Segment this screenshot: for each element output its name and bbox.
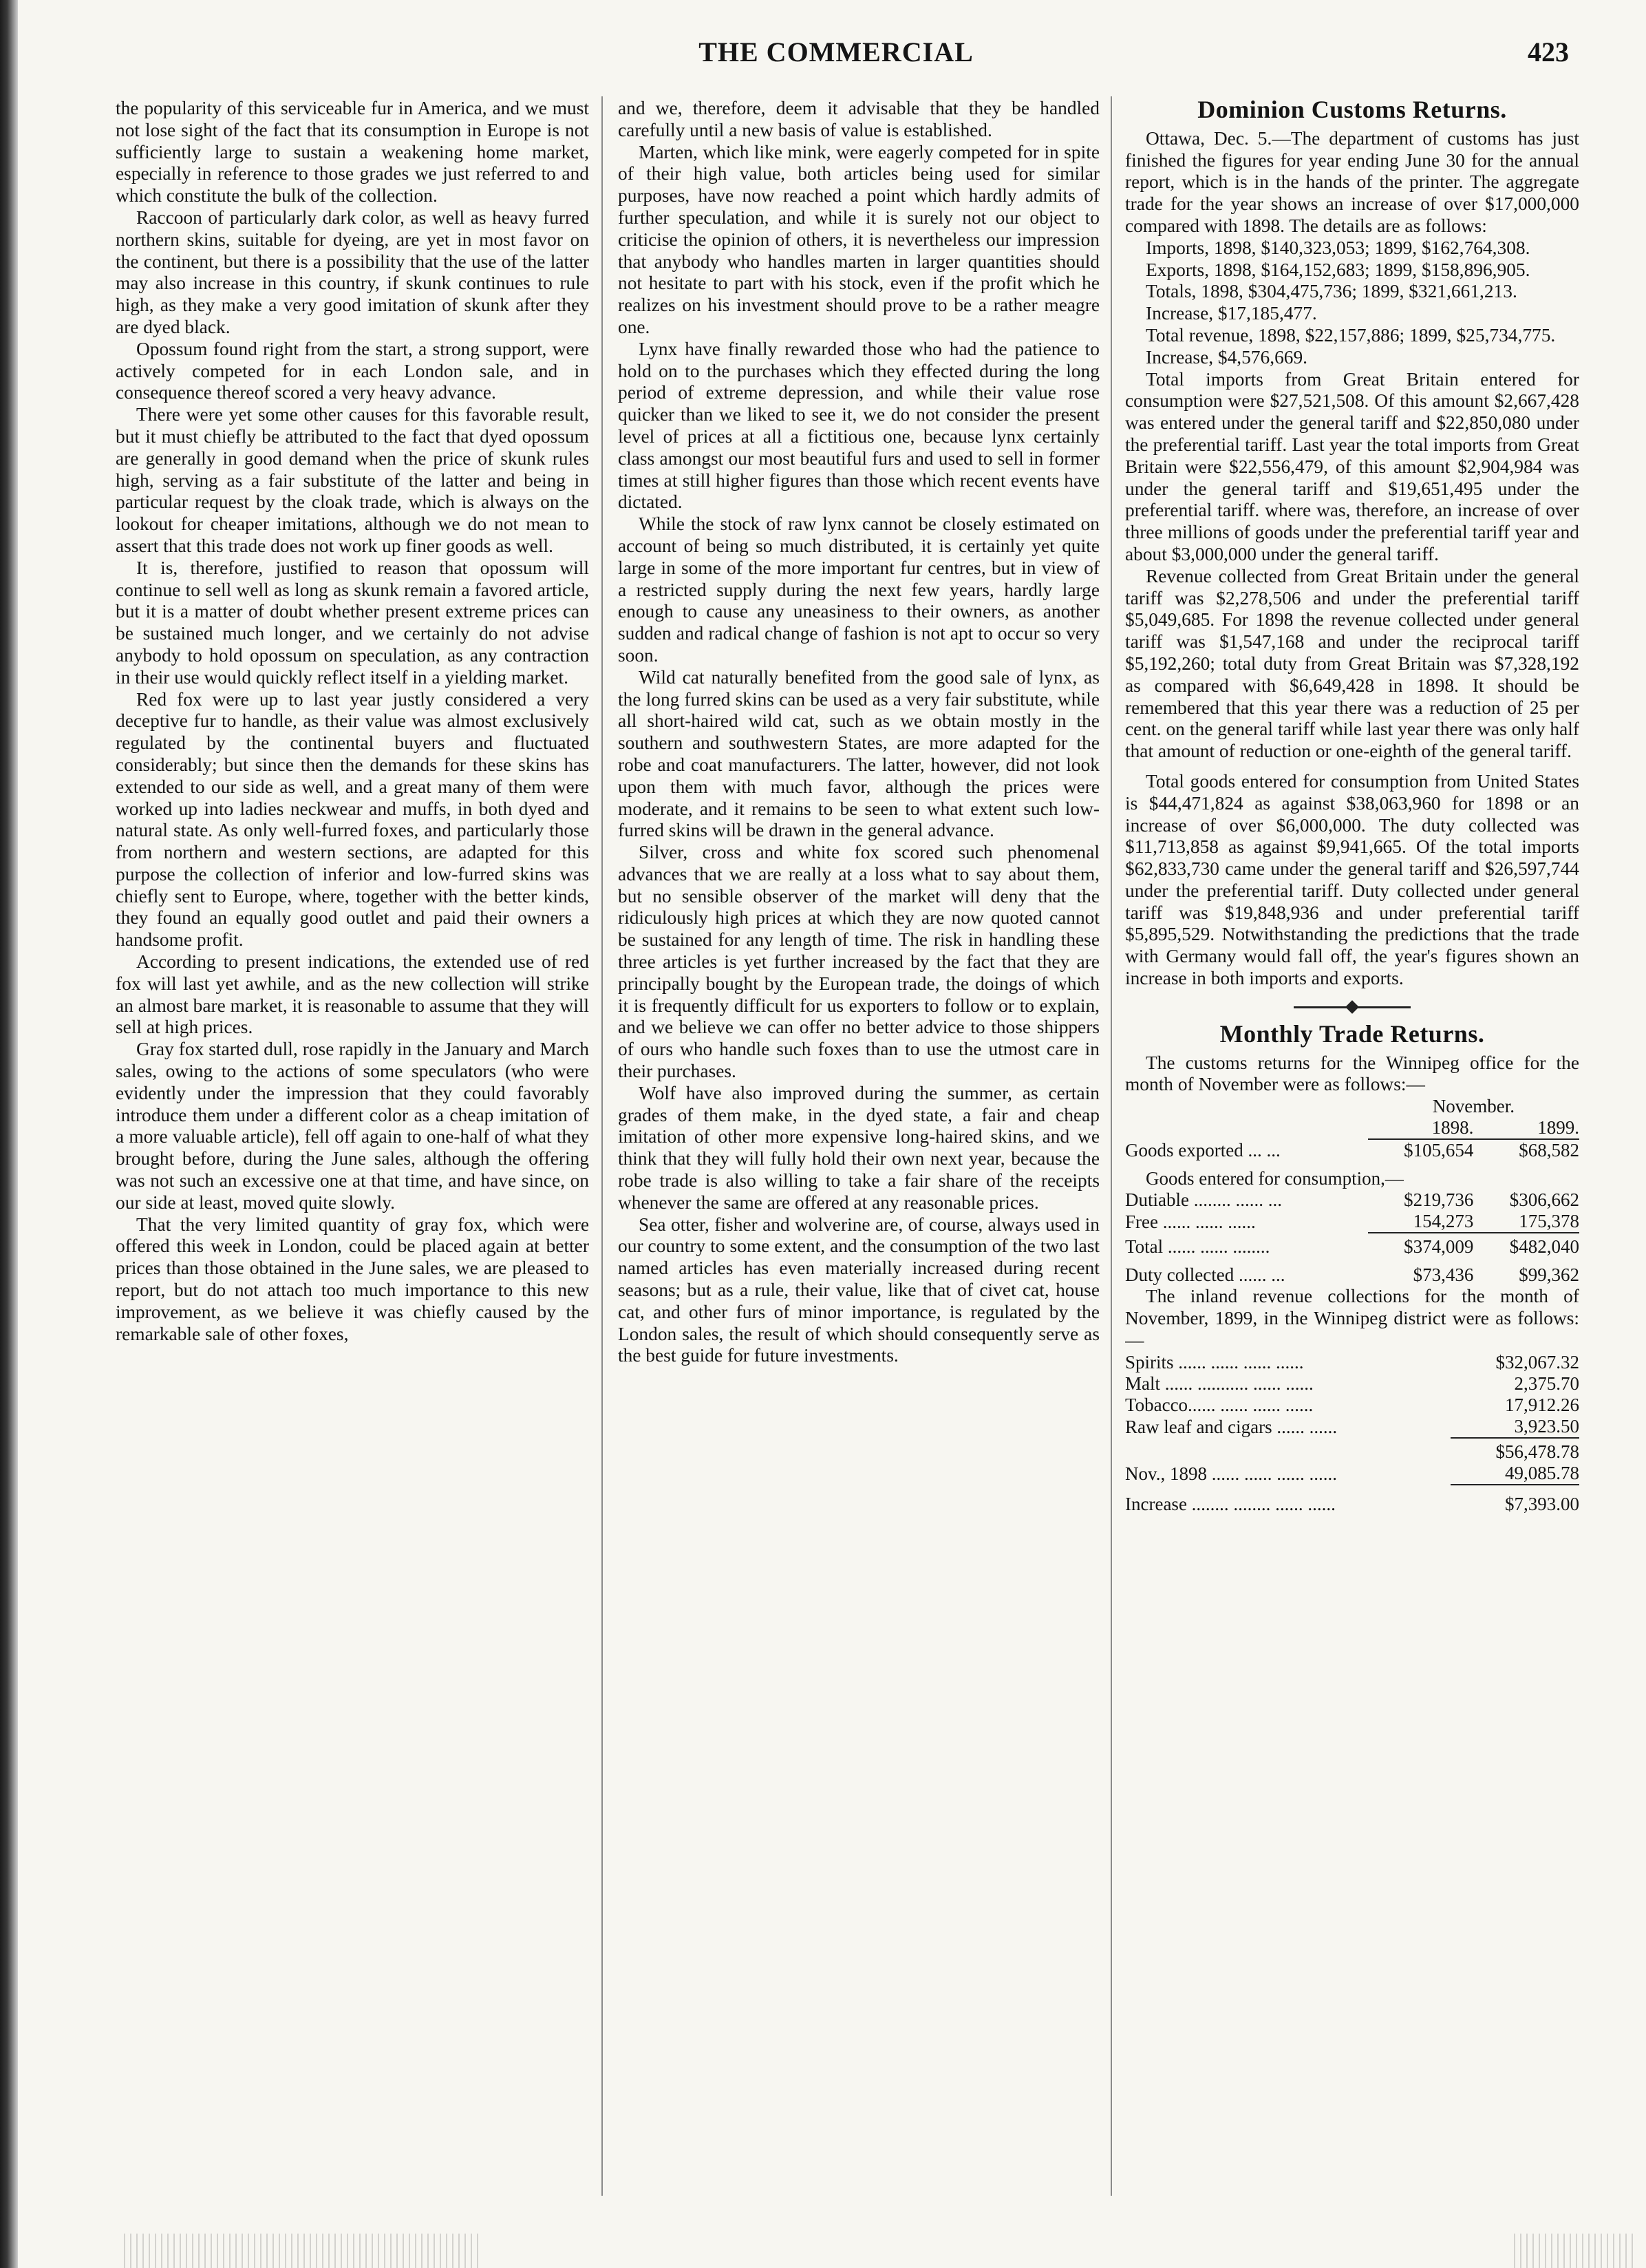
row-label: Goods exported ... ... <box>1125 1140 1281 1161</box>
row-label: Duty collected ...... ... <box>1125 1264 1285 1286</box>
cell-value: $105,654 <box>1368 1139 1474 1161</box>
paragraph: It is, therefore, justified to reason that opossum will continue to sell well as long as skunk remain a favored article, but it is a matter of doubt whether present extreme prices can be sustained much longer, and we certainly do not advise anybody to hold opossum on speculation, as any contraction in their use would quickly reflect itself in a yielding market. <box>116 557 589 688</box>
paragraph: While the stock of raw lynx cannot be closely estimated on account of being so much distributed, it is certainly yet quite large in some of the more important fur centres, but in view of a restricted supply during the next few years, hardly large enough to cause any uneasiness to their owners, as another sudden and radical change of fashion is not apt to occur so very soon. <box>618 513 1100 666</box>
table-row <box>1125 1161 1579 1189</box>
table-row <box>1125 1485 1579 1515</box>
column-rule-1 <box>601 96 603 2196</box>
figure-line: Imports, 1898, $140,323,053; 1899, $162,764,308. <box>1146 237 1530 258</box>
cell-value: $374,009 <box>1368 1233 1474 1258</box>
table-row <box>1125 1463 1579 1485</box>
paragraph: Total imports from Great Britain entered for consumption were $27,521,508. Of this amount $2,667,428 was entered under the general tariff and $22,850,080 under the preferential tariff. Last year the total imports from Great Britain were $22,556,479, of this amount $2,904,984 was under the general tariff and $19,651,495 under the preferential tariff. where was, therefore, an increase of over three millions of goods under the preferential tariff year and about $3,000,000 under the general tariff. <box>1125 368 1579 564</box>
table-row <box>1125 1352 1579 1373</box>
row-label: Free ...... ...... ...... <box>1125 1211 1256 1233</box>
column-1 <box>116 98 589 2245</box>
paragraph: Gray fox started dull, rose rapidly in the January and March sales, owing to the actions of some speculators (who were evidently under the impression that they could favorably introduce them under a different color as a cheap imitation of a more valuable article), fell off again to one-half of what they brought before, during the June sales, although the offering was not such an excessive one at that time, and have since, on our side at least, moved quite slowly. <box>116 1039 589 1213</box>
table-row <box>1125 1373 1579 1395</box>
page-number: 423 <box>1528 36 1569 67</box>
figure-line: Increase, $4,576,669. <box>1146 346 1308 368</box>
paragraph: That the very limited quantity of gray fox, which were offered this week in London, could be placed again at better prices than those obtained in the June sales, we are pleased to report, but do not attach too much importance to this new improvement, as we believe it was chiefly caused by the remarkable sale of other foxes, <box>116 1214 589 1344</box>
section-divider <box>1294 1006 1411 1008</box>
year-header: 1898. <box>1431 1117 1474 1138</box>
monthly-intro: The customs returns for the Winnipeg office for the month of November were as follows:— <box>1125 1052 1579 1095</box>
cell-value: $306,662 <box>1509 1189 1579 1211</box>
cell-value: $56,478.78 <box>1451 1438 1579 1463</box>
table-row <box>1125 1189 1579 1211</box>
figure-line: Exports, 1898, $164,152,683; 1899, $158,896,905. <box>1146 259 1530 280</box>
table-row <box>1125 1395 1579 1416</box>
table-row <box>1125 1438 1579 1463</box>
row-label: Increase ........ ........ ...... ...... <box>1125 1493 1336 1514</box>
figure-line: Total revenue, 1898, $22,157,886; 1899, $25,734,775. <box>1146 324 1556 346</box>
cell-value: 17,912.26 <box>1505 1394 1579 1415</box>
paragraph: Wolf have also improved during the summer, as certain grades of them make, in the dyed state, a fair and cheap imitation of other more expensive long-haired skins, and we think that they will fully hold their own next year, because the robe trade is also willing to take a fair share of the receipts whenever the same are offered at any reasonable prices. <box>618 1082 1100 1213</box>
row-label: Spirits ...... ...... ...... ...... <box>1125 1351 1304 1373</box>
year-header: 1899. <box>1537 1117 1579 1138</box>
cell-value: 175,378 <box>1519 1211 1579 1232</box>
paragraph: Red fox were up to last year justly considered a very deceptive fur to handle, as their value was almost exclusively regulated by the continental buyers and fluctuated considerably; but since then the demands for these skins has extended to our side as well, and a great many of them were worked up into ladies neckwear and muffs, in both dyed and natural state. As only well-furred foxes, and particularly those from northern and western sections, are adapted for this purpose the collection of inferior and low-furred skins was chiefly sent to Europe, where, together with the better kinds, they found an equally good outlet and paid their owners a handsome profit. <box>116 688 589 951</box>
row-label: Nov., 1898 ...... ...... ...... ...... <box>1125 1463 1337 1484</box>
table-row <box>1125 1258 1579 1286</box>
inland-revenue-table <box>1125 1352 1579 1515</box>
table-row <box>1125 1233 1579 1258</box>
table-row <box>1125 1416 1579 1438</box>
column-2 <box>618 98 1100 2245</box>
running-head: THE COMMERCIAL <box>698 36 974 67</box>
monthly-returns-title: Monthly Trade Returns. <box>1219 1019 1485 1048</box>
cell-value: $7,393.00 <box>1451 1485 1579 1515</box>
page-header <box>89 36 1583 77</box>
scan-speckle <box>124 2234 482 2268</box>
row-label: Tobacco...... ...... ...... ...... <box>1125 1394 1314 1415</box>
cell-value: $219,736 <box>1404 1189 1474 1211</box>
paragraph: Sea otter, fisher and wolverine are, of course, always used in our country to some extent, and the consumption of the two last named articles has even materially increased during recent seasons; but as a rule, their value, like that of civet cat, house cat, and other furs of minor importance, is regulated by the London sales, the result of which should consequently serve as the best guide for future investments. <box>618 1214 1100 1366</box>
cell-value: $73,436 <box>1413 1264 1474 1286</box>
scan-speckle <box>1514 2234 1638 2268</box>
monthly-trade-table <box>1125 1096 1579 1286</box>
column-3 <box>1125 98 1579 2245</box>
row-label: Goods entered for consumption,— <box>1146 1168 1404 1189</box>
cell-value: 2,375.70 <box>1514 1373 1579 1394</box>
paragraph: and we, therefore, deem it advisable that they be handled carefully until a new basis of value is established. <box>618 98 1100 140</box>
paragraph: According to present indications, the extended use of red fox will last yet awhile, and as the new collection will strike an almost bare market, it is reasonable to assume that they will sell at high prices. <box>116 951 589 1038</box>
cell-value: 49,085.78 <box>1505 1462 1579 1483</box>
row-label: Raw leaf and cigars ...... ...... <box>1125 1416 1338 1437</box>
cell-value: 3,923.50 <box>1514 1415 1579 1437</box>
cell-value: $99,362 <box>1519 1264 1579 1286</box>
paragraph: Wild cat naturally benefited from the good sale of lynx, as the long furred skins can be used as a very fair substitute, while all short-haired wild cat, such as we obtain mostly in the southern and southwestern States, are more adapted for the robe and coat manufacturers. The latter, however, did not look upon them with much favor, although the prices were moderate, and it remains to be seen to what extent such low-furred skins will be drawn in the general advance. <box>618 666 1100 841</box>
inland-intro: The inland revenue collections for the month of November, 1899, in the Winnipeg district were as follows:— <box>1125 1286 1579 1350</box>
column-rule-2 <box>1111 96 1112 2196</box>
paragraph: Revenue collected from Great Britain under the general tariff was $2,278,506 and under the preferential tariff $5,049,685. For 1898 the revenue collected under general tariff was $1,547,168 and under the reciprocal tariff $5,192,260; total duty from Great Britain was $7,328,192 as compared with $6,649,428 in 1898. It should be remembered that this year there was a reduction of 25 per cent. on the general tariff while last year there was only half that amount of reduction or one-eighth of the general tariff. <box>1125 565 1579 762</box>
table-row <box>1125 1139 1579 1161</box>
month-header: November. <box>1432 1096 1515 1117</box>
customs-returns-title: Dominion Customs Returns. <box>1197 98 1507 123</box>
paragraph: the popularity of this serviceable fur in America, and we must not lose sight of the fact that its consumption in Europe is not sufficiently large to sustain a weakening home market, especially in reference to those grades we just referred to and which constitute the bulk of the collection. <box>116 98 589 206</box>
row-label: Total ...... ...... ........ <box>1125 1236 1270 1258</box>
cell-value: $32,067.32 <box>1495 1351 1579 1373</box>
paragraph: Opossum found right from the start, a strong support, were actively competed for in each London sale, and in consequence thereof scored a very heavy advance. <box>116 338 589 403</box>
figure-line: Increase, $17,185,477. <box>1146 303 1317 324</box>
paragraph: Raccoon of particularly dark color, as well as heavy furred northern skins, suitable for dyeing, are yet in most favor on the continent, but there is a possibility that the use of the latter may also increase in this country, if skunk continues to rule high, as they make a very good imitation of skunk after they are dyed black. <box>116 206 589 337</box>
cell-value: 154,273 <box>1413 1211 1474 1232</box>
row-label: Dutiable ........ ...... ... <box>1125 1189 1282 1211</box>
paragraph: Silver, cross and white fox scored such phenomenal advances that we are really at a loss what to say about them, but no sensible observer of the market will deny that the ridiculously high prices at which they are now quoted cannot be sustained for any length of time. The risk in handling these three articles is yet further increased by the fact that they are principally bought by the European trade, the doings of which it is frequently difficult for us exporters to follow or to explain, and we believe we can offer no better advice to those shippers of ours who handle such foxes than to use the utmost care in their purchases. <box>618 842 1100 1082</box>
row-label: Malt ...... ........... ...... ...... <box>1125 1373 1314 1394</box>
table-row <box>1125 1211 1579 1233</box>
paragraph: Lynx have finally rewarded those who had the patience to hold on to the purchases which they effected during the long period of extreme depression, and while their value rose quicker than we liked to see it, we do not consider the present level of prices at all a fictitious one, because lynx certainly class amongst our most beautiful furs and used to sell in former times at still higher figures than those which recent events have dictated. <box>618 338 1100 513</box>
cell-value: $68,582 <box>1473 1139 1579 1161</box>
cell-value: $482,040 <box>1473 1233 1579 1258</box>
customs-intro: Ottawa, Dec. 5.—The department of customs has just finished the figures for year ending June 30 for the annual report, which is in the hands of the printer. The aggregate trade for the year shows an increase of over $17,000,000 compared with 1898. The details are as follows: <box>1125 127 1579 236</box>
paragraph: Marten, which like mink, were eagerly competed for in spite of their high value, both articles being used for similar purposes, have now reached a point which hardly admits of further speculation, and while it is surely not our object to criticise the opinion of others, it is nevertheless our impression that anybody who handles marten in larger quantities should not hesitate to part with his stock, even if the profit which he realizes on his investment should prove to be a rather meagre one. <box>618 141 1100 337</box>
figure-line: Totals, 1898, $304,475,736; 1899, $321,661,213. <box>1146 281 1517 302</box>
page-binding-edge <box>0 0 18 2268</box>
paragraph: Total goods entered for consumption from United States is $44,471,824 as against $38,063,960 for 1898 or an increase of over $6,000,000. The duty collected was $11,713,858 as against $9,941,665. Of the total imports $62,833,730 came under the general tariff and $26,597,744 under the preferential tariff. Duty collected under general tariff was $19,848,936 and under preferential tariff $5,895,529. Notwithstanding the predictions that the trade with Germany would fall off, the year's figures shown an increase in both imports and exports. <box>1125 770 1579 989</box>
paragraph: There were yet some other causes for this favorable result, but it must chiefly be attributed to the fact that dyed opossum are generally in good demand when the price of skunk rules high, serving as a fair substitute of the latter and being in particular request by the cloak trade, which is always on the lookout for cheaper imitations, although we do not mean to assert that this trade does not work up finer goods as well. <box>116 404 589 556</box>
